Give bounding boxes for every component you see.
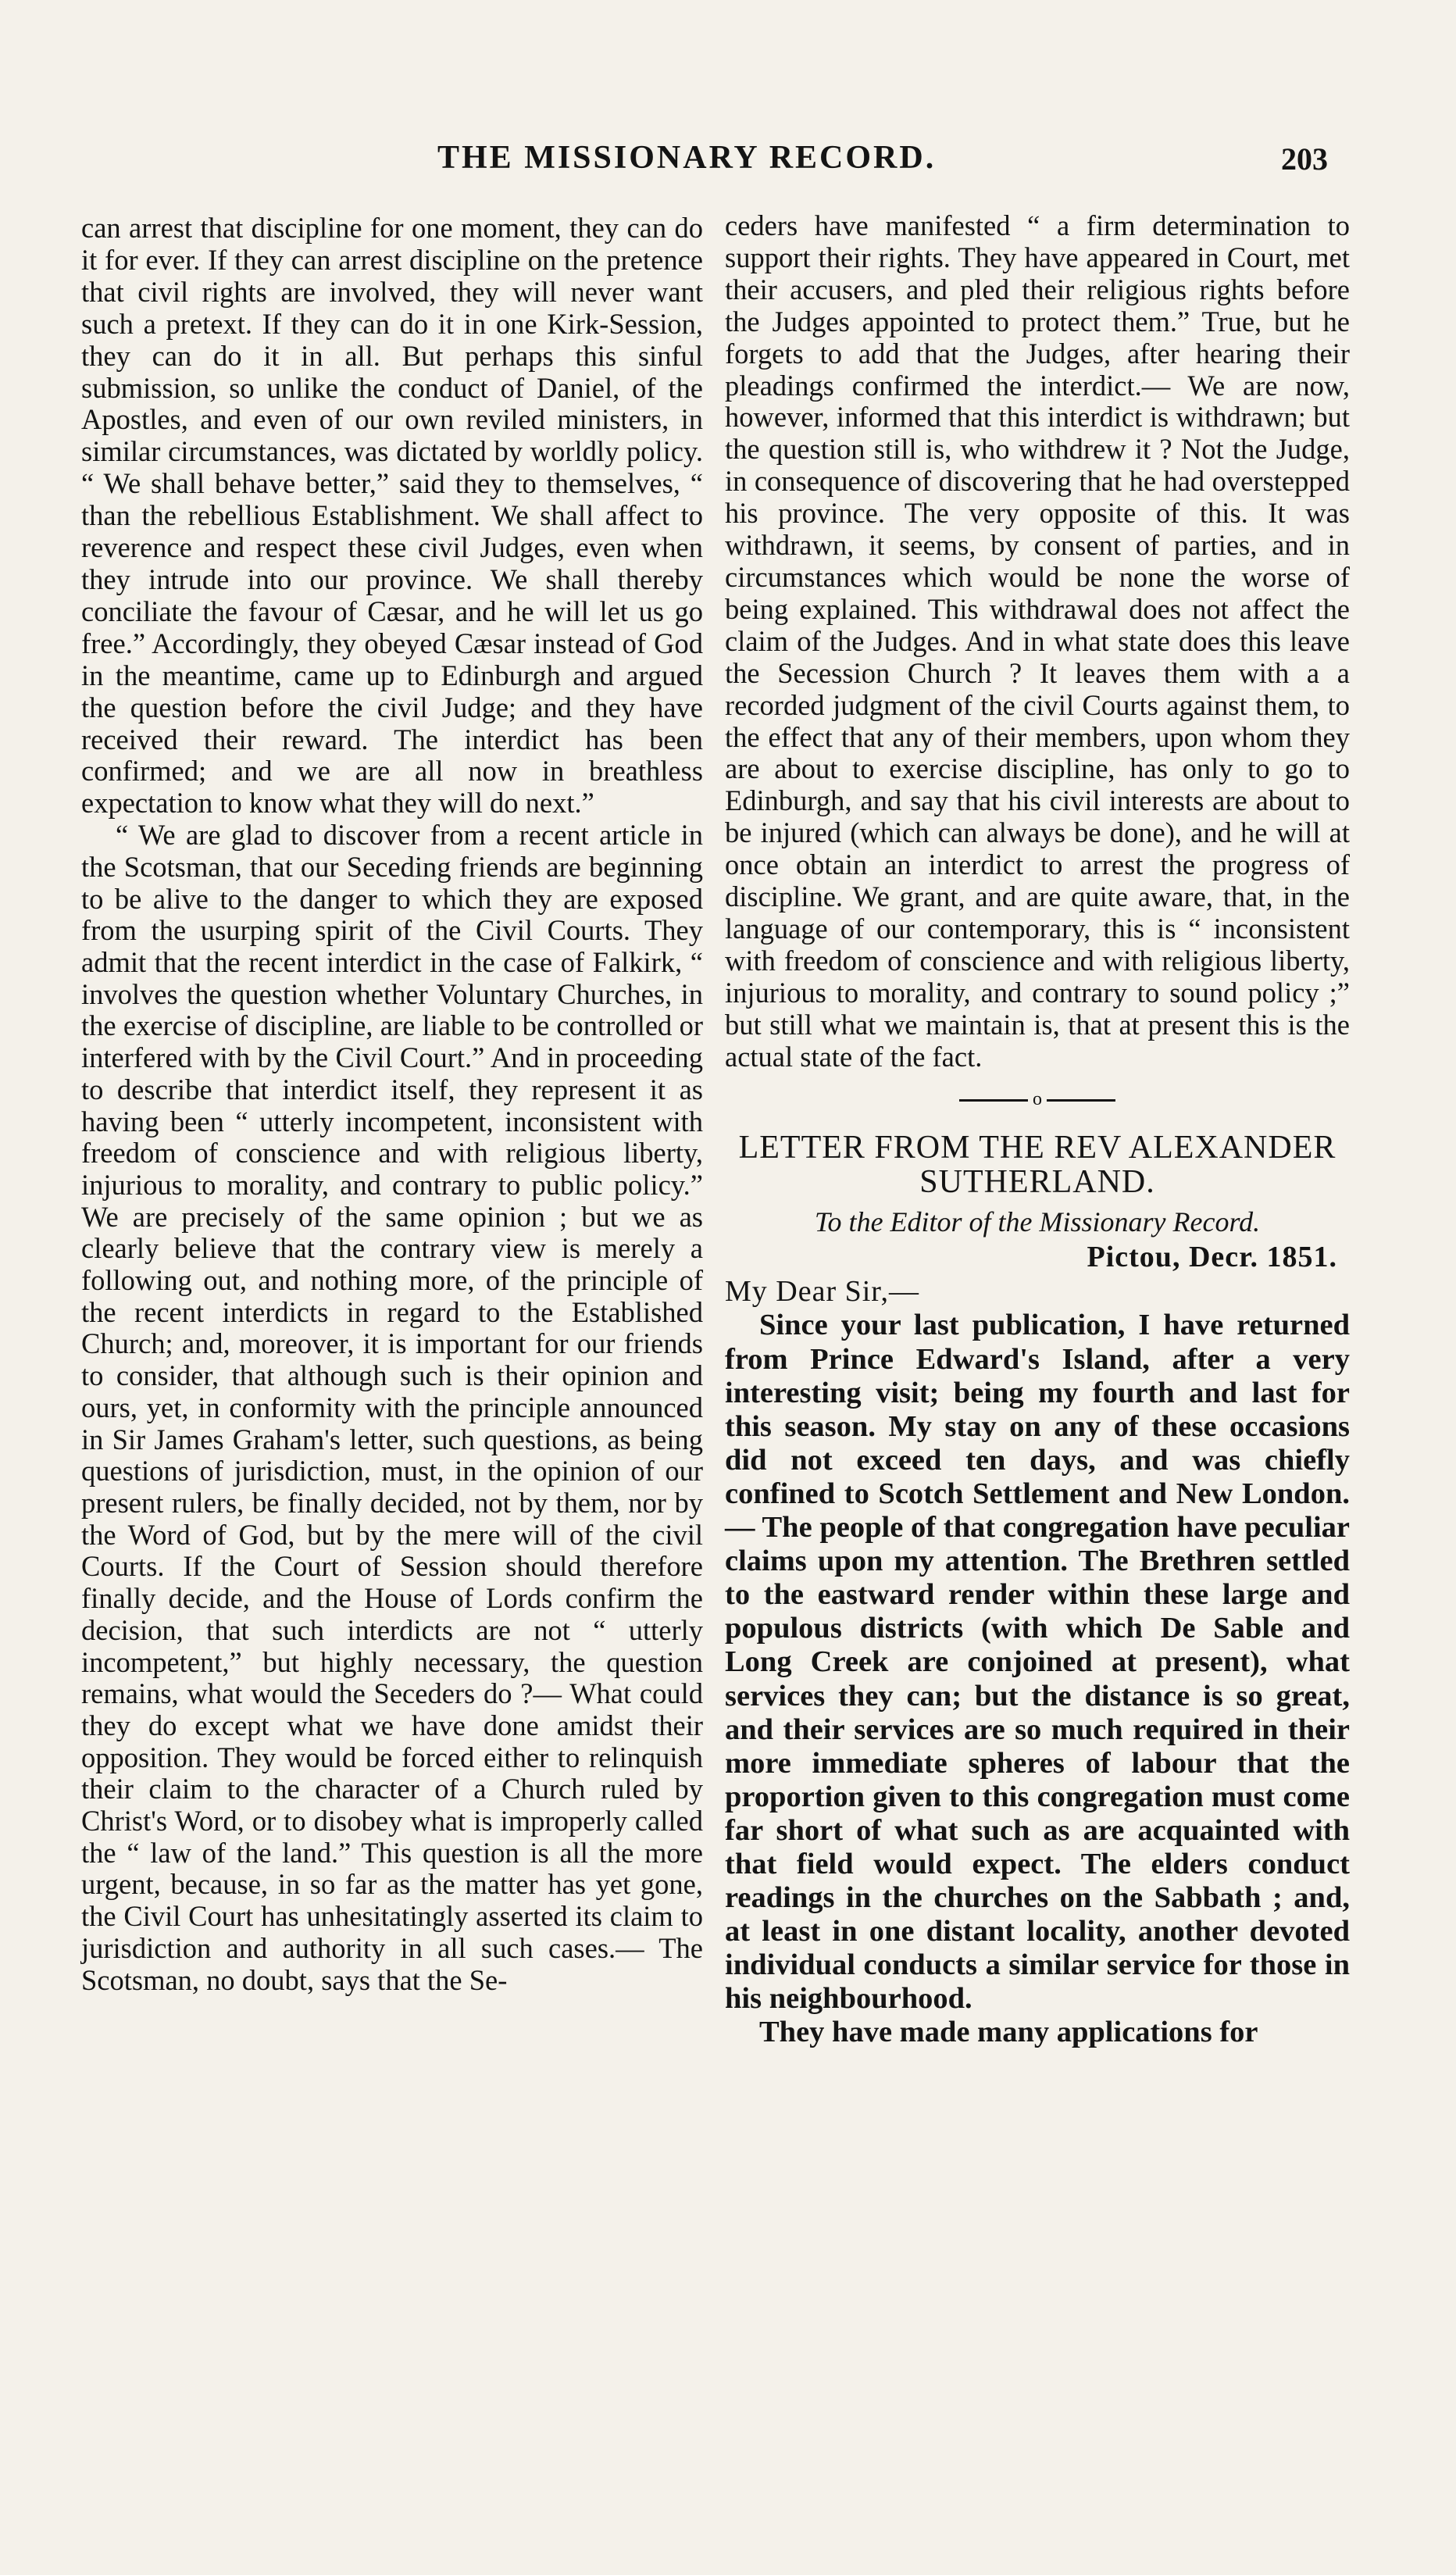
left-column	[81, 212, 703, 1996]
paragraph: “ We are glad to discover from a recent article in the Scotsman, that our Seceding friends are beginning to be alive to the danger to which they are exposed from the usurping spirit of the Civil Courts. They admit that the recent interdict in the case of Falkirk, “ involves the question whether Voluntary Churches, in the exercise of discipline, are liable to be controlled or interfered with by the Civil Court.” And in proceeding to describe that interdict itself, they represent it as having been “ utterly incompetent, inconsistent with freedom of conscience and with religious liberty, injurious to morality, and contrary to public policy.” We are precisely of the same opinion ; but we as clearly believe that the contrary view is merely a following out, and nothing more, of the principle of the recent interdicts in regard to the Established Church; and, moreover, it is important for our friends to consider, that although such is their opinion and ours, yet, in conformity with the principle announced in Sir James Graham's letter, such questions, as being questions of jurisdiction, must, in the opinion of our present rulers, be finally decided, not by them, nor by the Word of God, but by the mere will of the civil Courts. If the Court of Session should therefore finally decide, and the House of Lords confirm the decision, that such interdicts are not “ utterly incompetent,” but highly necessary, the question remains, what would the Seceders do ?— What could they do except what we have done amidst their opposition. They would be forced either to relinquish their claim to the character of a Church ruled by Christ's Word, or to disobey what is improperly called the “ law of the land.” This question is all the more urgent, because, in so far as the matter has yet gone, the Civil Court has unhesitatingly asserted its claim to jurisdiction and authority in all such cases.— The Scotsman, no doubt, says that the Se-	[81, 819, 703, 1996]
paragraph: They have made many applications for	[759, 2016, 1258, 2049]
paragraph: can arrest that discipline for one moment, they can do it for ever. If they can arrest discipline on the pretence that civil rights are involved, they will never want such a pretext. If they can do it in one Kirk-Session, they can do it in all. But perhaps this sinful submission, so unlike the conduct of Daniel, of the Apostles, and even of our own reviled ministers, in similar circumstances, was dictated by worldly policy. “ We shall behave better,” said they to themselves, “ than the rebellious Establishment. We shall affect to reverence and respect these civil Judges, even when they intrude into our province. We shall thereby conciliate the favour of Cæsar, and he will let us go free.” Accordingly, they obeyed Cæsar instead of God in the meantime, came up to Edinburgh and argued the question before the civil Judge; and they have received their reward. The interdict has been confirmed; and we are all now in breathless expectation to know what they will do next.”	[81, 212, 703, 820]
paragraph: Since your last publication, I have returned from Prince Edward's Island, after a very interesting visit; being my fourth and last for this season. My stay on any of these occasions did not exceed ten days, and was chiefly confined to Scotch Settlement and New London.— The people of that congregation have peculiar claims upon my attention. The Brethren settled to the eastward render within these large and populous districts (with which De Sable and Long Creek are conjoined at present), what services they can; but the distance is so great, and their services are so much required in their more immediate spheres of labour that the proportion given to this congregation must come far short of what such as are acquainted with that field would expect. The elders conduct readings in the churches on the Sabbath ; and, at least in one distant locality, another devoted individual conducts a similar service for those in his neighbourhood.	[725, 1309, 1350, 2016]
paragraph: ceders have manifested “ a firm determination to support their rights. They have appeared in Court, met their accusers, and pled their religious rights before the Judges appointed to protect them.” True, but he forgets to add that the Judges, after hearing their pleadings confirmed the interdict.— We are now, however, informed that this interdict is withdrawn; but the question still is, who withdrew it ? Not the Judge, in consequence of discovering that he had overstepped his province. The very opposite of this. It was withdrawn, it seems, by consent of parties, and in circumstances which would be none the worse of being explained. This withdrawal does not affect the claim of the Judges. And in what state does this leave the Secession Church ? It leaves them with a a recorded judgment of the civil Courts against them, to the effect that any of their members, upon whom they are about to exercise discipline, has only to go to Edinburgh, and say that his civil interests are about to be injured (which can always be done), and he will at once obtain an interdict to arrest the progress of discipline. We grant, and are quite aware, that, in the language of our contemporary, this is “ inconsistent with freedom of conscience and with religious liberty, injurious to morality, and contrary to sound policy ;” but still what we maintain is, that at present this is the actual state of the fact.	[725, 209, 1350, 1073]
right-column	[725, 210, 1350, 2050]
divider-ornament: o	[1028, 1089, 1047, 1109]
page-number: 203	[1281, 141, 1328, 177]
letter-salutation: My Dear Sir,—	[725, 1275, 919, 1309]
running-title: THE MISSIONARY RECORD.	[437, 140, 937, 176]
running-head	[0, 139, 1456, 186]
letter-dedication: To the Editor of the Missionary Record.	[814, 1206, 1261, 1238]
letter-dateline: Pictou, Decr. 1851.	[1087, 1241, 1337, 1274]
letter-headline: LETTER FROM THE REV ALEXANDER SUTHERLAND.	[738, 1130, 1336, 1201]
section-divider	[959, 1090, 1115, 1109]
letter-section	[725, 1130, 1350, 2049]
